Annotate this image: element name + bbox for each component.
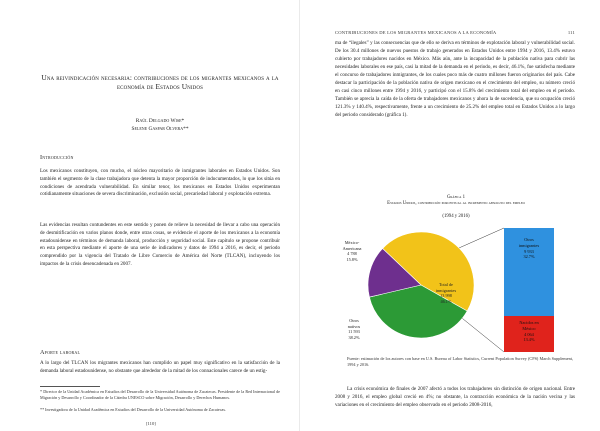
intro-heading: Introducción	[40, 154, 74, 161]
figure-caption: Estados Unidos, contribución porcentual al incremento absoluto del empleo	[387, 201, 525, 206]
author-1: Raúl Delgado Wise*	[135, 118, 185, 124]
label-native-others-line-1: Otros	[349, 318, 359, 323]
label-mexico-born-percent: 13.4%	[523, 337, 535, 343]
intro-paragraph-1: Los mexicanos constituyen, con mucho, el núcleo mayoritario de inmigrantes laborales en Estados Unidos. Son también el segmento de la clase trabajadora que detenta la mayor proporción de indocumentados, lo que los sitúa en condiciones de acendrada vulnerabilidad. En similar tenor, los mexicanos en Estados Unidos experimentan cotidianamente situaciones de severa discriminación, exclusión social, precariedad laboral y explotación extrema.	[40, 168, 280, 198]
right-top-paragraph: ma de “ilegales” y las consecuencias que de ello se deriva en términos de explotación laboral y vulnerabilidad social. De los 30.4 millones de nuevos puestos de trabajo generados en Estados Unidos entre 1994 y 2016, 13.4% estuvo cubierto por trabajadores nacidos en México. Más aún, ante la incapacidad de la población nativa para cubrir las necesidades laborales en ese país, casi la mitad de la demanda en el periodo, es decir, 46.1%, fue satisfecha mediante el concurso de trabajadores inmigrantes, de los cuales poco más de cuatro millones fueron originarios del país. Cabe destacar la participación de la población nativa de origen mexicano en el crecimiento del empleo, su número creció en casi cinco millones entre 1994 y 2016, y participó con el 15.8% del crecimiento total del empleo en el periodo. También se aprecia la caída de la oferta de trabajadores mexicanos y ahora la de sucedencia, que su ocupación creció 121.3% y 140.4%, respectivamente, frente a un crecimiento de 25.2% del empleo total en Estados Unidos a lo largo del periodo considerado (gráfica 1).	[335, 40, 575, 118]
label-other-immigrants-line-1: Otros	[524, 237, 534, 242]
page-number-left: [110]	[146, 421, 156, 426]
chapter-title: Una reivindicación necesaria: contribuciones de los migrantes mexicanos a la economía de Estados Unidos	[41, 73, 279, 92]
label-other-immigrants-value: 9 933	[524, 248, 534, 254]
label-mex-american-percent: 15.8%	[346, 256, 358, 262]
label-mex-american-line-1: México-	[344, 240, 360, 245]
figure-years: (1994 y 2016)	[442, 214, 470, 219]
label-mexico-born-line-1: Nacidos en	[519, 320, 539, 325]
label-native-others-line-2: nativos	[347, 323, 361, 329]
label-total-immigrants-percent: 46.1%	[440, 298, 452, 304]
label-native-others-percent: 38.2%	[348, 334, 360, 340]
label-native-others	[337, 318, 371, 340]
label-mex-american-value: 4 788	[347, 251, 357, 257]
label-total-immigrants-line-1: Total de	[439, 282, 453, 287]
label-total-immigrants-line-2: inmigrantes	[435, 287, 457, 293]
footnote-1: * Director de la Unidad Académica en Estudios del Desarrollo de la Universidad Autónoma de Zacatecas. Presidente de la Red Internacional de Migración y Desarrollo y Coordinador de la Cátedra UNESCO sobre Migración, Desarrollo y Derechos Humanos.	[40, 389, 280, 401]
label-other-immigrants-line-2: inmigrantes	[518, 242, 540, 248]
figure-source: Fuente: estimación de los autores con base en U.S. Bureau of Labor Statistics, Current Population Survey (CPS) March Supplement, 1994 y 2016.	[347, 356, 573, 367]
running-head-title: CONTRIBUCIONES DE LOS MIGRANTES MEXICANOS A LA ECONOMÍA	[335, 30, 497, 35]
figure-label: Gráfica 1	[446, 195, 466, 200]
label-mex-american-line-2: Americana	[342, 245, 362, 251]
label-other-immigrants	[505, 237, 553, 260]
page-number-right: 111	[567, 30, 575, 35]
connector-line-top	[459, 228, 504, 248]
footnote-2: ** Investigadora de la Unidad Académica en Estudios del Desarrollo de la Universidad Autónoma de Zacatecas.	[40, 407, 227, 412]
label-native-others-value: 11 593	[348, 329, 360, 335]
right-bottom-paragraph: La crisis económica de finales de 2007 afectó a todos los trabajadores sin distinción de origen nacional. Entre 2008 y 2016, el empleo global creció en 4%; no obstante, la contracción económica de la nación vecina y las variaciones en el crecimiento del empleo observado en el periodo 2008-2016,	[335, 386, 575, 408]
label-mex-american	[334, 240, 370, 262]
author-2: Selene Gaspar Olvera**	[131, 125, 189, 132]
label-mexico-born-value: 4 064	[524, 331, 534, 337]
label-total-immigrants	[426, 282, 466, 304]
intro-paragraph-2: Las evidencias resultan contundentes en este sentido y ponen de relieve la necesidad de llevar a cabo una operación de desmitificación en varios planos donde, entre otras cosas, se evidencie el aporte de los mexicanos a la economía estadounidense en términos de demanda laboral, producción y seguridad social. Este capítulo se propone contribuir en esta perspectiva mediante el aporte de una serie de indicadores y datos de 1994 a 2016, es decir, el periodo comprendido por la vigencia del Tratado de Libre Comercio de América del Norte (TLCAN), incluyendo los impactos de la crisis desencadenada en 2007.	[40, 222, 280, 267]
label-other-immigrants-percent: 32.7%	[523, 254, 535, 260]
label-total-immigrants-value: 13 998	[440, 293, 452, 299]
connector-line-bottom	[462, 318, 504, 352]
label-mexico-born	[505, 320, 553, 343]
labor-paragraph: A lo largo del TLCAN los migrantes mexicanos han cumplido un papel muy significativo en la satisfacción de la demanda laboral estadounidense, no obstante que alrededor de la mitad de los connacionales carece de un estig-	[40, 360, 280, 374]
label-mexico-born-line-2: México	[522, 325, 536, 331]
labor-heading: Aporte laboral	[40, 349, 81, 356]
